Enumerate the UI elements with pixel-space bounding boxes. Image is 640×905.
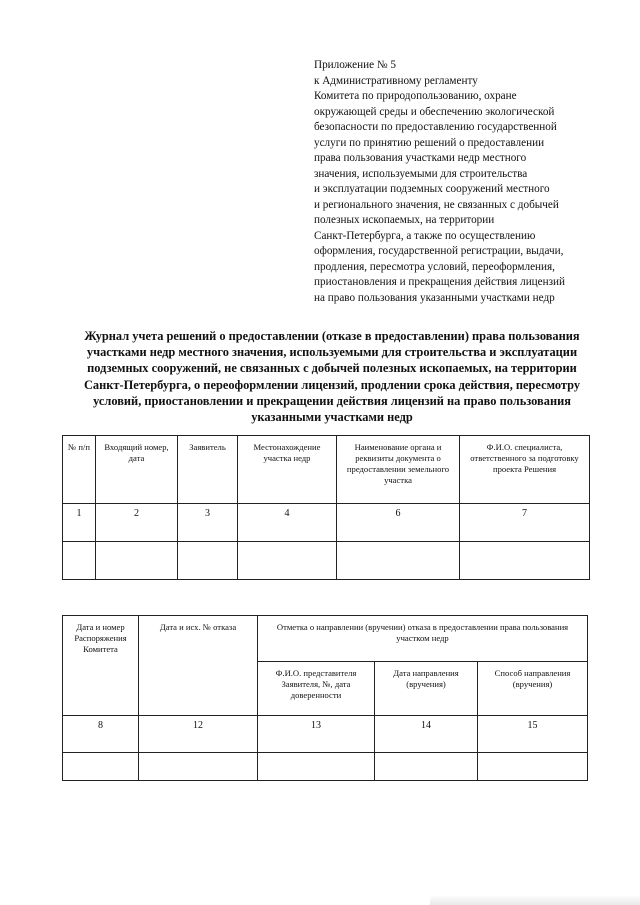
table-empty-row [63,542,590,580]
header-specialist: Ф.И.О. специалиста, ответственного за подготовку проекта Решения [460,436,590,504]
column-number: 4 [238,504,337,542]
table-number-row [63,716,588,753]
column-number: 15 [478,716,588,753]
appendix-line: права пользования участками недр местного [314,152,527,164]
column-number: 14 [375,716,478,753]
column-number: 1 [63,504,96,542]
empty-cell [375,753,478,781]
column-number: 13 [258,716,375,753]
empty-cell [337,542,460,580]
journal-title-line: Санкт-Петербурга, о переоформлении лицензий, продлении срока действия, пересмотру [83,377,581,392]
column-number: 8 [63,716,139,753]
table-number-row [63,504,590,542]
appendix-line: Санкт-Петербурга, а также по осуществлению [314,229,536,242]
column-number: 3 [178,504,238,542]
header-refusal-mark: Отметка о направлении (вручении) отказа в предоставлении права пользования участком недр [258,616,588,662]
header-order-date-number: Дата и номер Распоряжения Комитета [63,616,139,716]
journal-table-2 [62,615,588,781]
scan-edge-shadow [430,895,640,905]
appendix-line: полезных ископаемых, на территории [314,214,495,226]
journal-title-line: Журнал учета решений о предоставлении (отказе в предоставлении) права пользования [84,329,580,343]
empty-cell [139,753,258,781]
empty-cell [63,753,139,781]
header-representative: Ф.И.О. представителя Заявителя, №, дата доверенности [258,662,375,716]
appendix-line: безопасности по предоставлению государственной [314,121,557,133]
empty-cell [478,753,588,781]
appendix-line: на право пользования указанными участками недр [314,291,555,304]
appendix-line: продления, пересмотра условий, переоформления, [314,260,555,273]
appendix-line: значения, используемыми для строительства [314,167,528,180]
header-authority: Наименование органа и реквизиты документа о предоставлении земельного участка [337,436,460,504]
empty-cell [178,542,238,580]
journal-title-line: условий, приостановлении и прекращении действия лицензий на право пользования [93,393,571,408]
empty-cell [460,542,590,580]
appendix-line: окружающей среды и обеспечению экологической [314,105,555,118]
header-incoming: Входящий номер, дата [96,436,178,504]
empty-cell [258,753,375,781]
journal-title-line: участками недр местного значения, используемыми для строительства и эксплуатации [86,345,578,360]
empty-cell [96,542,178,580]
header-refusal-date: Дата и исх. № отказа [139,616,258,716]
column-number: 7 [460,504,590,542]
header-applicant: Заявитель [178,436,238,504]
column-number: 6 [337,504,460,542]
journal-title-line: подземных сооружений, не связанных с добычей полезных ископаемых, на территории [87,361,577,376]
empty-cell [63,542,96,580]
table-header-row [63,616,588,662]
header-location: Местонахождение участка недр [238,436,337,504]
appendix-line: оформления, государственной регистрации, выдачи, [314,245,564,257]
header-send-date: Дата направления (вручения) [375,662,478,716]
journal-title [62,328,602,425]
journal-title-line: указанными участками недр [251,410,413,425]
appendix-line: и эксплуатации подземных сооружений местного [314,183,550,195]
table-empty-row [63,753,588,781]
journal-table-1 [62,435,590,580]
appendix-line: услуги по принятию решений о предоставлении [314,136,545,149]
appendix-line: приостановления и прекращения действия лицензий [314,276,566,288]
header-send-method: Способ направления (вручения) [478,662,588,716]
header-number: № п/п [63,436,96,504]
column-number: 12 [139,716,258,753]
appendix-line: Комитета по природопользованию, охране [314,90,517,102]
table-header-row [63,436,590,504]
appendix-line: Приложение № 5 [314,59,396,71]
appendix-line: и регионального значения, не связанных с добычей [314,198,559,211]
appendix-header [314,58,614,306]
empty-cell [238,542,337,580]
column-number: 2 [96,504,178,542]
appendix-line: к Административному регламенту [314,74,478,87]
